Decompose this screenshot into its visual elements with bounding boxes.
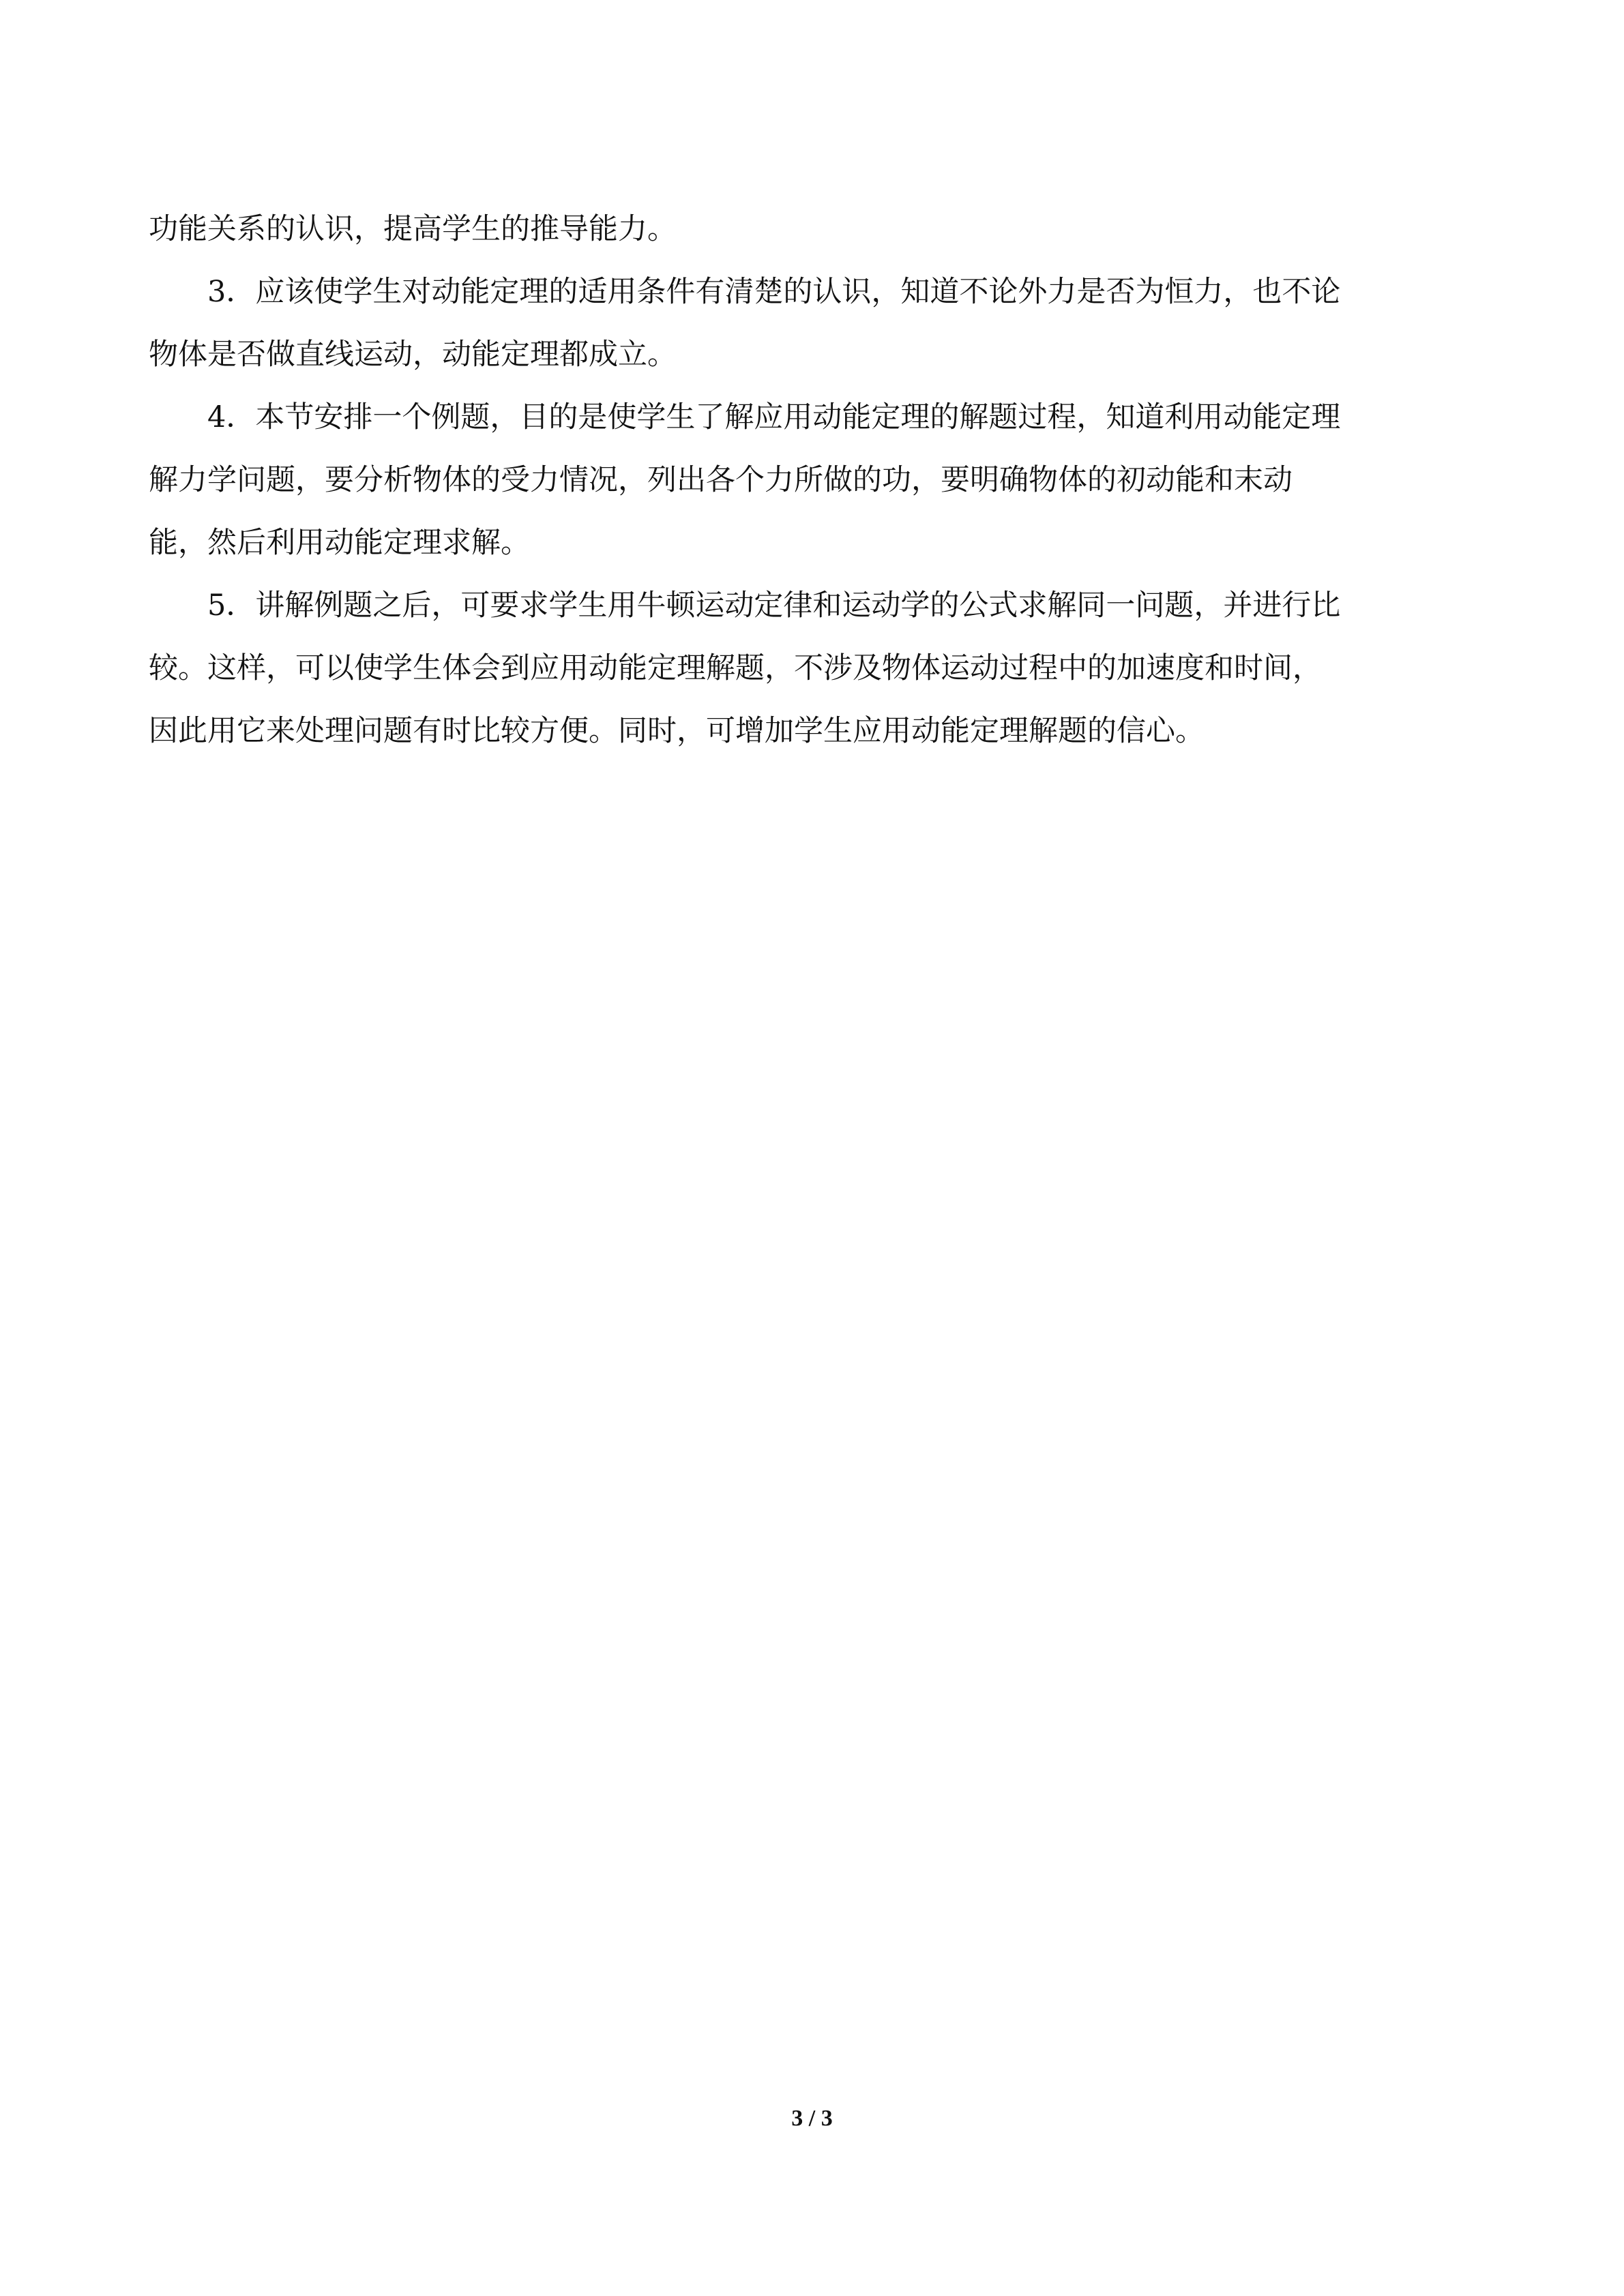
text-line: 物体是否做直线运动，动能定理都成立。 [149,338,677,372]
text-line: 3．应该使学生对动能定理的适用条件有清楚的认识，知道不论外力是否为恒力，也不论 [207,275,1341,309]
paragraph-point-5 [149,574,1486,762]
paragraph-point-4 [149,386,1486,574]
text-line: 能，然后利用动能定理求解。 [149,526,530,560]
text-line: 解力学问题，要分析物体的受力情况，列出各个力所做的功，要明确物体的初动能和末动 [149,463,1293,497]
text-line: 4．本节安排一个例题，目的是使学生了解应用动能定理的解题过程，知道利用动能定理 [207,400,1341,434]
text-line: 因此用它来处理问题有时比较方便。同时，可增加学生应用动能定理解题的信心。 [149,714,1205,748]
text-line: 5．讲解例题之后，可要求学生用牛顿运动定律和运动学的公式求解同一问题，并进行比 [207,588,1341,623]
paragraph-continued [149,198,1486,260]
page-number: 3 / 3 [791,2106,833,2131]
paragraph-point-3 [149,260,1486,386]
text-line: 功能关系的认识，提高学生的推导能力。 [149,212,677,246]
document-body [149,198,1486,762]
text-line: 较。这样，可以使学生体会到应用动能定理解题，不涉及物体运动过程中的加速度和时间， [149,651,1322,685]
